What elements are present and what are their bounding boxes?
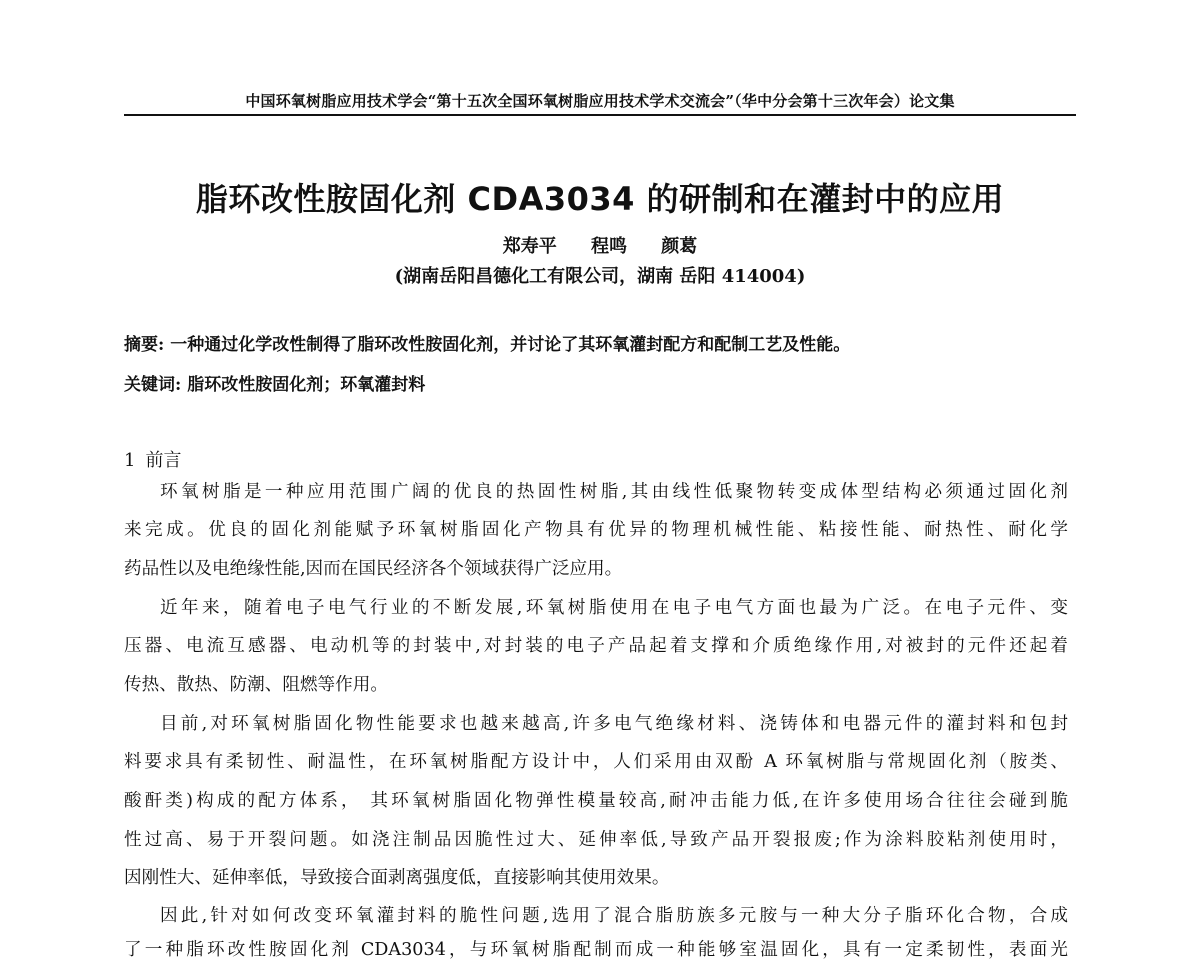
paper-title: 脂环改性胺固化剂 CDA3034 的研制和在灌封中的应用	[195, 180, 1005, 218]
author-name: 郑寿平	[502, 236, 557, 257]
section-heading	[124, 446, 181, 472]
author-list	[0, 232, 1200, 258]
running-header: 中国环氧树脂应用技术学会“第十五次全国环氧树脂应用技术学术交流会”（华中分会第十三次年会）论文集	[245, 92, 955, 110]
affiliation: (湖南岳阳昌德化工有限公司，湖南 岳阳 414004)	[394, 266, 806, 287]
body-line: 性过高、易于开裂问题。如浇注制品因脆性过大、延伸率低,导致产品开裂报废;作为涂料胶粘剂使用时，	[124, 830, 1068, 850]
body-line: 环氧树脂是一种应用范围广阔的优良的热固性树脂,其由线性低聚物转变成体型结构必须通过固化剂	[160, 482, 1068, 502]
body-line: 近年来，随着电子电气行业的不断发展,环氧树脂使用在电子电气方面也最为广泛。在电子元件、变	[160, 598, 1068, 618]
section-title: 前言	[145, 450, 182, 471]
body-line: 压器、电流互感器、电动机等的封装中,对封装的电子产品起着支撑和介质绝缘作用,对被封的元件还起着	[124, 636, 1068, 656]
author-name: 颜葛	[661, 236, 698, 257]
body-line: 酸酐类)构成的配方体系， 其环氧树脂固化物弹性模量较高,耐冲击能力低,在许多使用场合往往会碰到脆	[124, 791, 1068, 811]
body-line: 目前,对环氧树脂固化物性能要求也越来越高,许多电气绝缘材料、浇铸体和电器元件的灌封料和包封	[160, 714, 1068, 734]
body-line: 因刚性大、延伸率低，导致接合面剥离强度低，直接影响其使用效果。	[124, 868, 670, 888]
body-line: 料要求具有柔韧性、耐温性，在环氧树脂配方设计中，人们采用由双酚 A 环氧树脂与常规固化剂（胺类、	[124, 752, 1068, 772]
body-line: 来完成。优良的固化剂能赋予环氧树脂固化产物具有优异的物理机械性能、粘接性能、耐热性、耐化学	[124, 520, 1068, 540]
header-rule	[124, 114, 1076, 116]
section-number: 1	[124, 450, 136, 471]
body-line: 因此,针对如何改变环氧灌封料的脆性问题,选用了混合脂肪族多元胺与一种大分子脂环化合物，合成	[160, 906, 1068, 926]
keywords: 关键词: 脂环改性胺固化剂；环氧灌封料	[124, 375, 426, 395]
body-line: 药品性以及电绝缘性能,因而在国民经济各个领域获得广泛应用。	[124, 559, 623, 579]
author-name: 程鸣	[591, 236, 627, 257]
body-line: 传热、散热、防潮、阻燃等作用。	[124, 675, 388, 695]
abstract: 摘要: 一种通过化学改性制得了脂环改性胺固化剂，并讨论了其环氧灌封配方和配制工艺及性能。	[124, 335, 851, 355]
body-line: 了一种脂环改性胺固化剂 CDA3034，与环氧树脂配制而成一种能够室温固化，具有一定柔韧性，表面光	[124, 940, 1068, 960]
